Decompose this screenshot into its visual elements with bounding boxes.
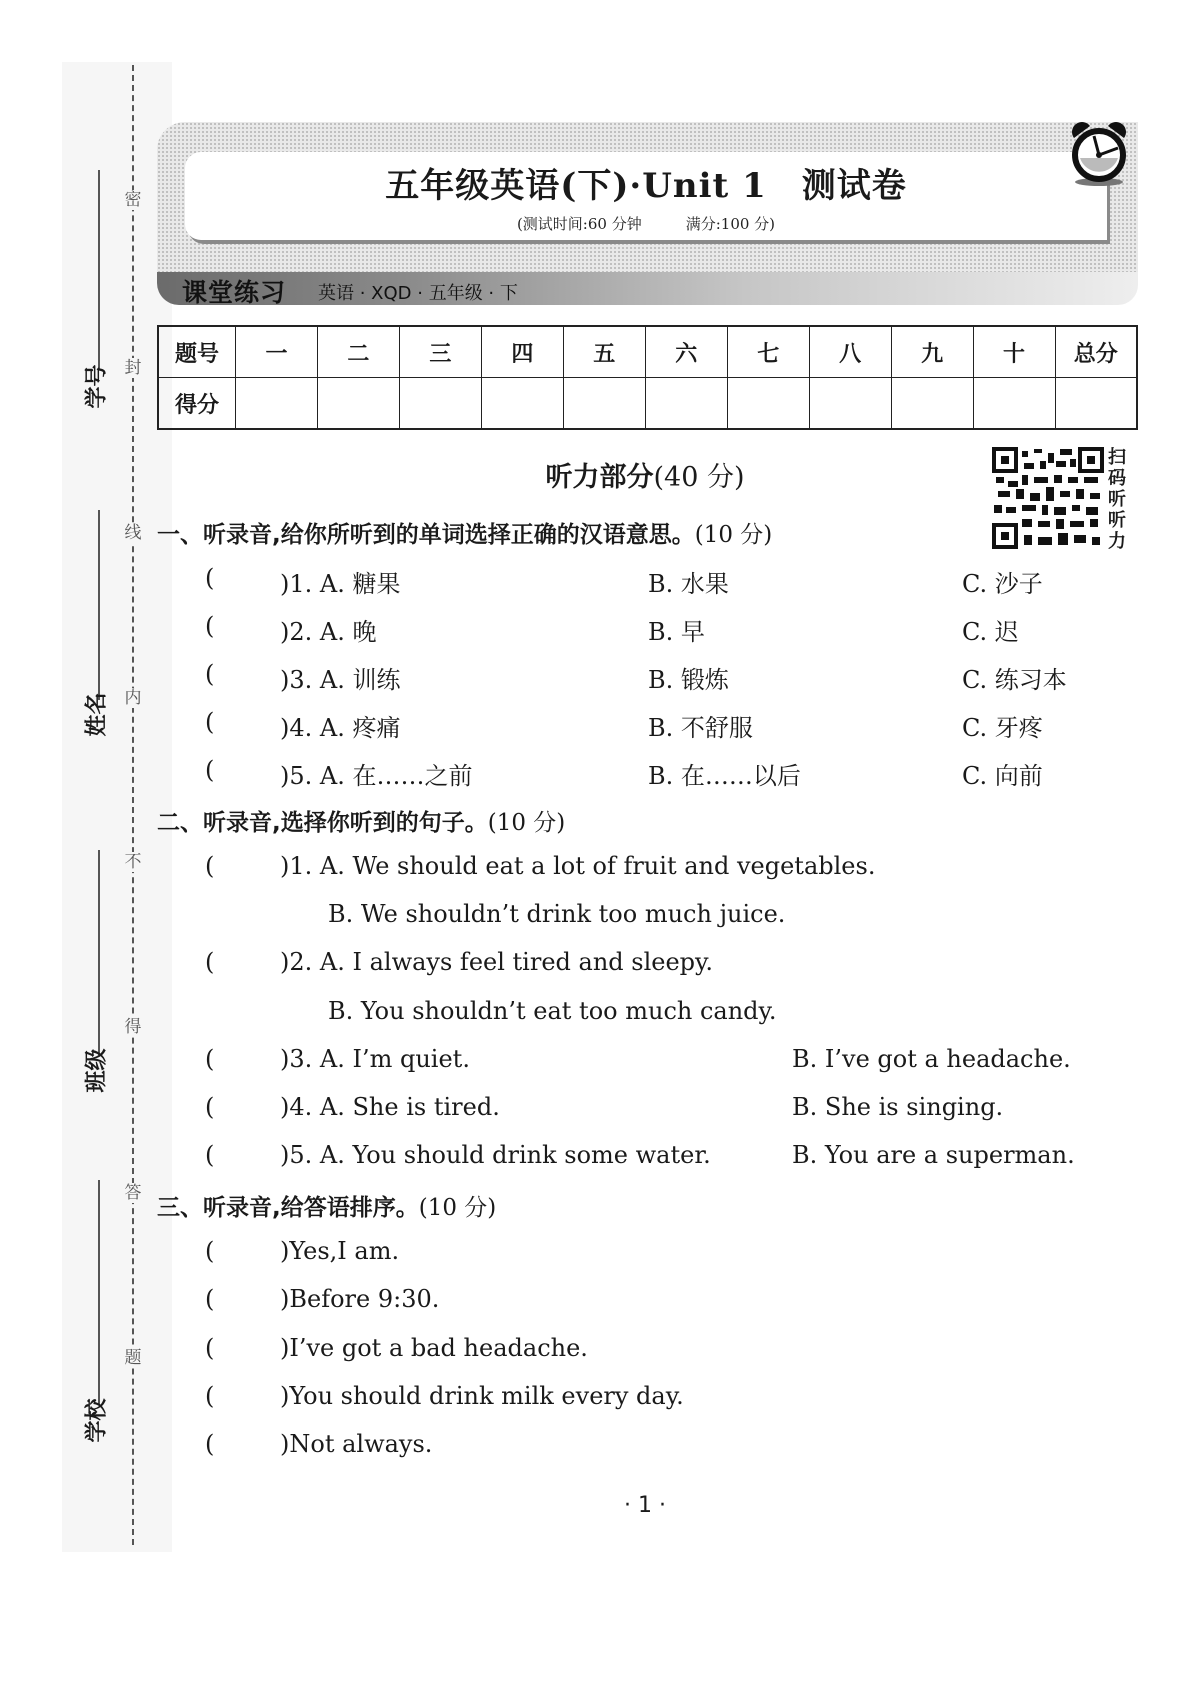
row-header: 得分 [158,378,236,430]
option-a: )4. A. 疼痛 [280,714,401,742]
score-cell[interactable] [973,378,1055,430]
answer-blank[interactable]: ( [205,708,215,736]
test-info [185,213,1107,234]
answer-blank[interactable]: ( [205,660,215,688]
response-item: )I’ve got a bad headache. [280,1334,588,1362]
section3-instruction: 三、听录音,给答语排序。 [157,1195,419,1221]
score-cell[interactable] [563,378,645,430]
answer-blank[interactable]: ( [205,1334,215,1362]
seal-char: 不 [124,852,142,872]
score-cell[interactable] [891,378,973,430]
column-header: 八 [809,326,891,378]
column-header: 七 [727,326,809,378]
option-b: B. 在……以后 [648,762,801,790]
column-header: 五 [563,326,645,378]
column-header: 二 [317,326,399,378]
section1-instruction: 一、听录音,给你所听到的单词选择正确的汉语意思。 [157,522,695,548]
answer-blank[interactable]: ( [205,1141,215,1169]
school-label: 学校 [84,1398,110,1443]
seal-char: 线 [124,523,142,543]
series-stripe [157,272,1138,305]
option-a: )2. A. 晚 [280,618,377,646]
response-item: )Not always. [280,1430,433,1458]
response-item: )You should drink milk every day. [280,1382,684,1410]
option-b: B. 水果 [648,570,729,598]
answer-blank[interactable]: ( [205,1285,215,1313]
column-header: 九 [891,326,973,378]
test-duration: (测试时间:60 分钟 [516,215,642,233]
option-b: B. 锻炼 [648,666,729,694]
row-header: 题号 [158,326,236,378]
section1-title [157,516,772,549]
seal-char: 内 [124,688,142,708]
section2-title [157,804,565,837]
option-b: B. We shouldn’t drink too much juice. [328,900,786,928]
score-cell[interactable] [481,378,563,430]
option-a: )3. A. I’m quiet. [280,1045,470,1073]
option-a: )5. A. You should drink some water. [280,1141,711,1169]
listening-title: 听力部分 [545,462,654,493]
answer-blank[interactable]: ( [205,564,215,592]
score-cell[interactable] [236,378,318,430]
score-cell[interactable] [1055,378,1137,430]
option-b: B. You are a superman. [792,1141,1075,1169]
listening-heading [400,455,890,494]
option-a: )3. A. 训练 [280,666,401,694]
full-score: 满分:100 分) [685,215,776,233]
answer-blank[interactable]: ( [205,1237,215,1265]
alarm-clock-icon [1068,118,1130,188]
answer-blank[interactable]: ( [205,1093,215,1121]
option-b: B. I’ve got a headache. [792,1045,1071,1073]
option-b: B. You shouldn’t eat too much candy. [328,997,777,1025]
score-cell[interactable] [727,378,809,430]
qr-code-icon[interactable] [992,447,1104,549]
student-id-line[interactable] [98,170,100,370]
seal-char: 得 [124,1017,142,1037]
option-a: )1. A. 糖果 [280,570,401,598]
answer-blank[interactable]: ( [205,852,215,880]
column-header: 总分 [1055,326,1137,378]
score-cell[interactable] [809,378,891,430]
student-id-label: 学号 [84,364,110,409]
answer-blank[interactable]: ( [205,1045,215,1073]
answer-blank[interactable]: ( [205,1382,215,1410]
column-header: 四 [481,326,563,378]
answer-blank[interactable]: ( [205,1430,215,1458]
seal-char: 答 [124,1183,142,1203]
option-b: B. She is singing. [792,1093,1004,1121]
answer-blank[interactable]: ( [205,612,215,640]
option-b: B. 早 [648,618,705,646]
option-a: )1. A. We should eat a lot of fruit and vegetables. [280,852,876,880]
score-cell[interactable] [399,378,481,430]
score-table [157,325,1138,430]
page-title: 五年级英语(下)·Unit 1 测试卷 [385,166,907,206]
listening-points: (40 分) [653,462,745,493]
column-header: 十 [973,326,1055,378]
answer-blank[interactable]: ( [205,948,215,976]
column-header: 六 [645,326,727,378]
section2-points: (10 分) [487,810,566,836]
option-c: C. 练习本 [962,666,1067,694]
class-label: 班级 [84,1048,110,1093]
class-line[interactable] [98,850,100,1055]
section1-points: (10 分) [694,522,773,548]
brand-logo: 课堂练习 [182,278,287,307]
score-cell[interactable] [645,378,727,430]
option-a: )5. A. 在……之前 [280,762,473,790]
response-item: )Yes,I am. [280,1237,400,1265]
table-row-question-numbers [158,326,1137,378]
option-a: )2. A. I always feel tired and sleepy. [280,948,714,976]
option-c: C. 牙疼 [962,714,1043,742]
column-header: 一 [236,326,318,378]
option-a: )4. A. She is tired. [280,1093,500,1121]
qr-caption: 扫码听听力 [1108,447,1126,552]
section2-instruction: 二、听录音,选择你听到的句子。 [157,810,488,836]
name-label: 姓名 [84,692,110,737]
school-line[interactable] [98,1180,100,1405]
section3-title [157,1189,496,1222]
table-row-scores [158,378,1137,430]
cut-line [132,65,134,1545]
binding-margin [62,62,172,1552]
option-c: C. 沙子 [962,570,1043,598]
option-b: B. 不舒服 [648,714,753,742]
answer-blank[interactable]: ( [205,756,215,784]
section3-points: (10 分) [418,1195,497,1221]
option-c: C. 迟 [962,618,1019,646]
series-meta: 英语 · XQD · 五年级 · 下 [318,283,518,304]
score-cell[interactable] [317,378,399,430]
name-line[interactable] [98,510,100,700]
option-c: C. 向前 [962,762,1043,790]
response-item: )Before 9:30. [280,1285,440,1313]
seal-char: 密 [124,190,142,210]
seal-char: 题 [124,1348,142,1368]
column-header: 三 [399,326,481,378]
page-number: · 1 · [624,1493,666,1518]
seal-char: 封 [124,358,142,378]
